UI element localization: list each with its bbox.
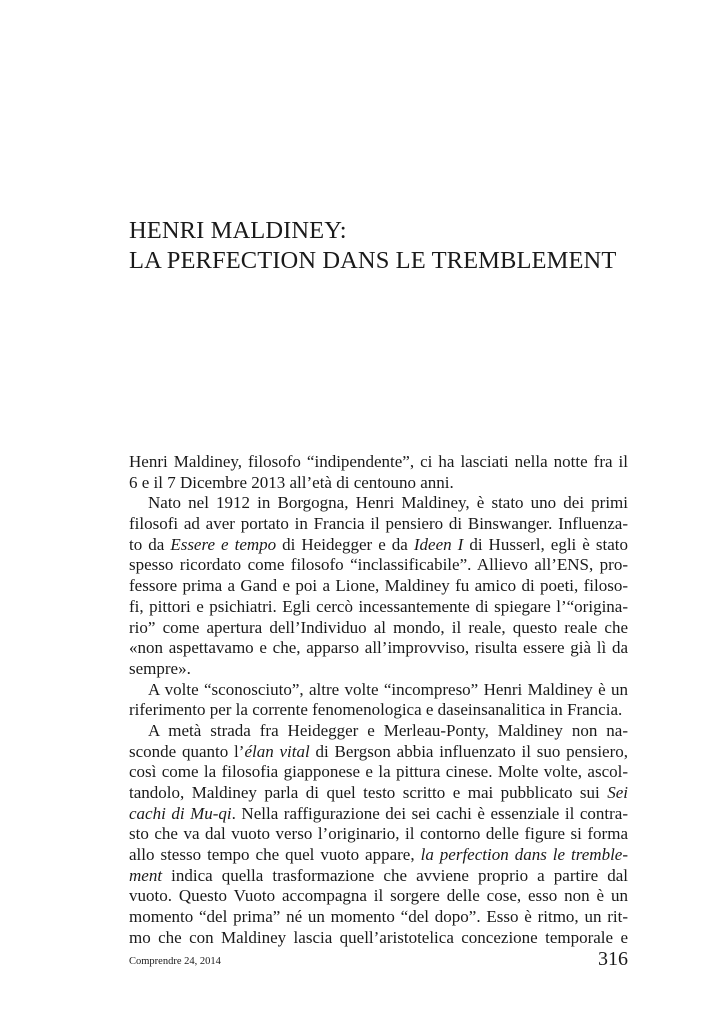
text-line xyxy=(129,535,628,556)
text-segment: indica quella trasformazione che avviene proprio a partire dal xyxy=(162,865,628,885)
text-segment: di Bergson abbia influenzato il suo pensiero, xyxy=(309,741,629,761)
text-line xyxy=(129,928,628,949)
text-line xyxy=(129,597,628,618)
text-segment: momento “del prima” né un momento “del dopo”. Esso è ritmo, un rit- xyxy=(129,907,628,927)
text-segment: 6 e il 7 Dicembre 2013 all’età di centouno anni. xyxy=(129,472,454,492)
text-segment: Henri Maldiney, filosofo “indipendente”, ci ha lasciati nella notte fra il xyxy=(129,452,628,471)
italic-text: cachi di Mu-qi xyxy=(129,803,232,823)
text-segment: rio” come apertura dell’Individuo al mondo, il reale, questo reale che xyxy=(129,617,628,637)
text-segment: to da xyxy=(129,534,171,554)
text-segment: sconde quanto l’ xyxy=(129,741,245,761)
text-segment: spesso ricordato come filosofo “inclassificabile”. Allievo all’ENS, pro- xyxy=(129,555,628,575)
text-segment: sempre». xyxy=(129,658,191,678)
text-line xyxy=(129,886,628,907)
page-number: 316 xyxy=(598,948,628,970)
text-segment: vuoto. Questo Vuoto accompagna il sorgere delle cose, esso non è un xyxy=(129,886,628,906)
text-segment: tandolo, Maldiney parla di quel testo scritto e mai pubblicato sui xyxy=(129,783,608,802)
text-segment: mo che con Maldiney lascia quell’aristotelica concezione temporale e xyxy=(129,927,628,947)
text-segment: filosofi ad aver portato in Francia il pensiero di Binswanger. Influenza- xyxy=(129,514,628,534)
italic-text: Ideen I xyxy=(413,534,464,554)
italic-text: Sei xyxy=(607,783,628,802)
title-line-1: HENRI MALDINEY: xyxy=(129,217,347,244)
text-line xyxy=(129,742,628,763)
text-segment: A metà strada fra Heidegger e Merleau-Ponty, Maldiney non na- xyxy=(148,720,628,740)
text-line xyxy=(129,638,628,659)
text-line xyxy=(129,514,628,535)
text-line xyxy=(129,762,628,783)
text-segment: fi, pittori e psichiatri. Egli cercò incessantemente di spiegare l’“origina- xyxy=(129,596,628,616)
italic-text: ment xyxy=(129,865,163,885)
text-segment: «non aspettavamo e che, apparso all’improvviso, risulta essere già lì da xyxy=(129,638,628,658)
text-line xyxy=(129,804,628,825)
text-segment: riferimento per la corrente fenomenologica e daseinsanalitica in Francia. xyxy=(129,700,623,720)
italic-text: élan vital xyxy=(244,741,310,761)
text-line xyxy=(129,680,628,701)
text-segment: fessore prima a Gand e poi a Lione, Maldiney fu amico di poeti, filoso- xyxy=(129,576,628,596)
text-segment: sto che va dal vuoto verso l’originario, il contorno delle figure si forma xyxy=(129,824,628,844)
text-line xyxy=(129,866,628,887)
text-line xyxy=(129,618,628,639)
italic-text: la perfection dans le tremble- xyxy=(420,845,628,865)
text-line xyxy=(129,659,628,680)
text-segment: di Heidegger e da xyxy=(276,534,414,554)
text-segment: allo stesso tempo che quel vuoto appare, xyxy=(129,845,421,865)
text-line xyxy=(129,493,628,514)
text-line xyxy=(129,576,628,597)
text-line xyxy=(129,824,628,845)
text-line xyxy=(129,907,628,928)
text-line xyxy=(129,845,628,866)
text-segment: Nato nel 1912 in Borgogna, Henri Maldiney, è stato uno dei primi xyxy=(148,493,628,513)
text-segment: così come la filosofia giapponese e la pittura cinese. Molte volte, ascol- xyxy=(129,762,628,782)
text-line xyxy=(129,555,628,576)
text-segment: . Nella raffigurazione dei sei cachi è essenziale il contra- xyxy=(231,803,628,823)
italic-text: Essere e tempo xyxy=(170,534,277,554)
text-line xyxy=(129,473,628,494)
text-line xyxy=(129,452,628,473)
text-line xyxy=(129,721,628,742)
title-line-2: LA PERFECTION DANS LE TREMBLEMENT xyxy=(129,247,617,274)
article-title xyxy=(129,216,616,276)
text-segment: A volte “sconosciuto”, altre volte “incompreso” Henri Maldiney è un xyxy=(148,679,628,699)
text-segment: di Husserl, egli è stato xyxy=(463,534,628,554)
text-line xyxy=(129,700,628,721)
text-line xyxy=(129,783,628,804)
article-body xyxy=(129,452,628,949)
footer-journal: Comprendre 24, 2014 xyxy=(129,956,221,967)
